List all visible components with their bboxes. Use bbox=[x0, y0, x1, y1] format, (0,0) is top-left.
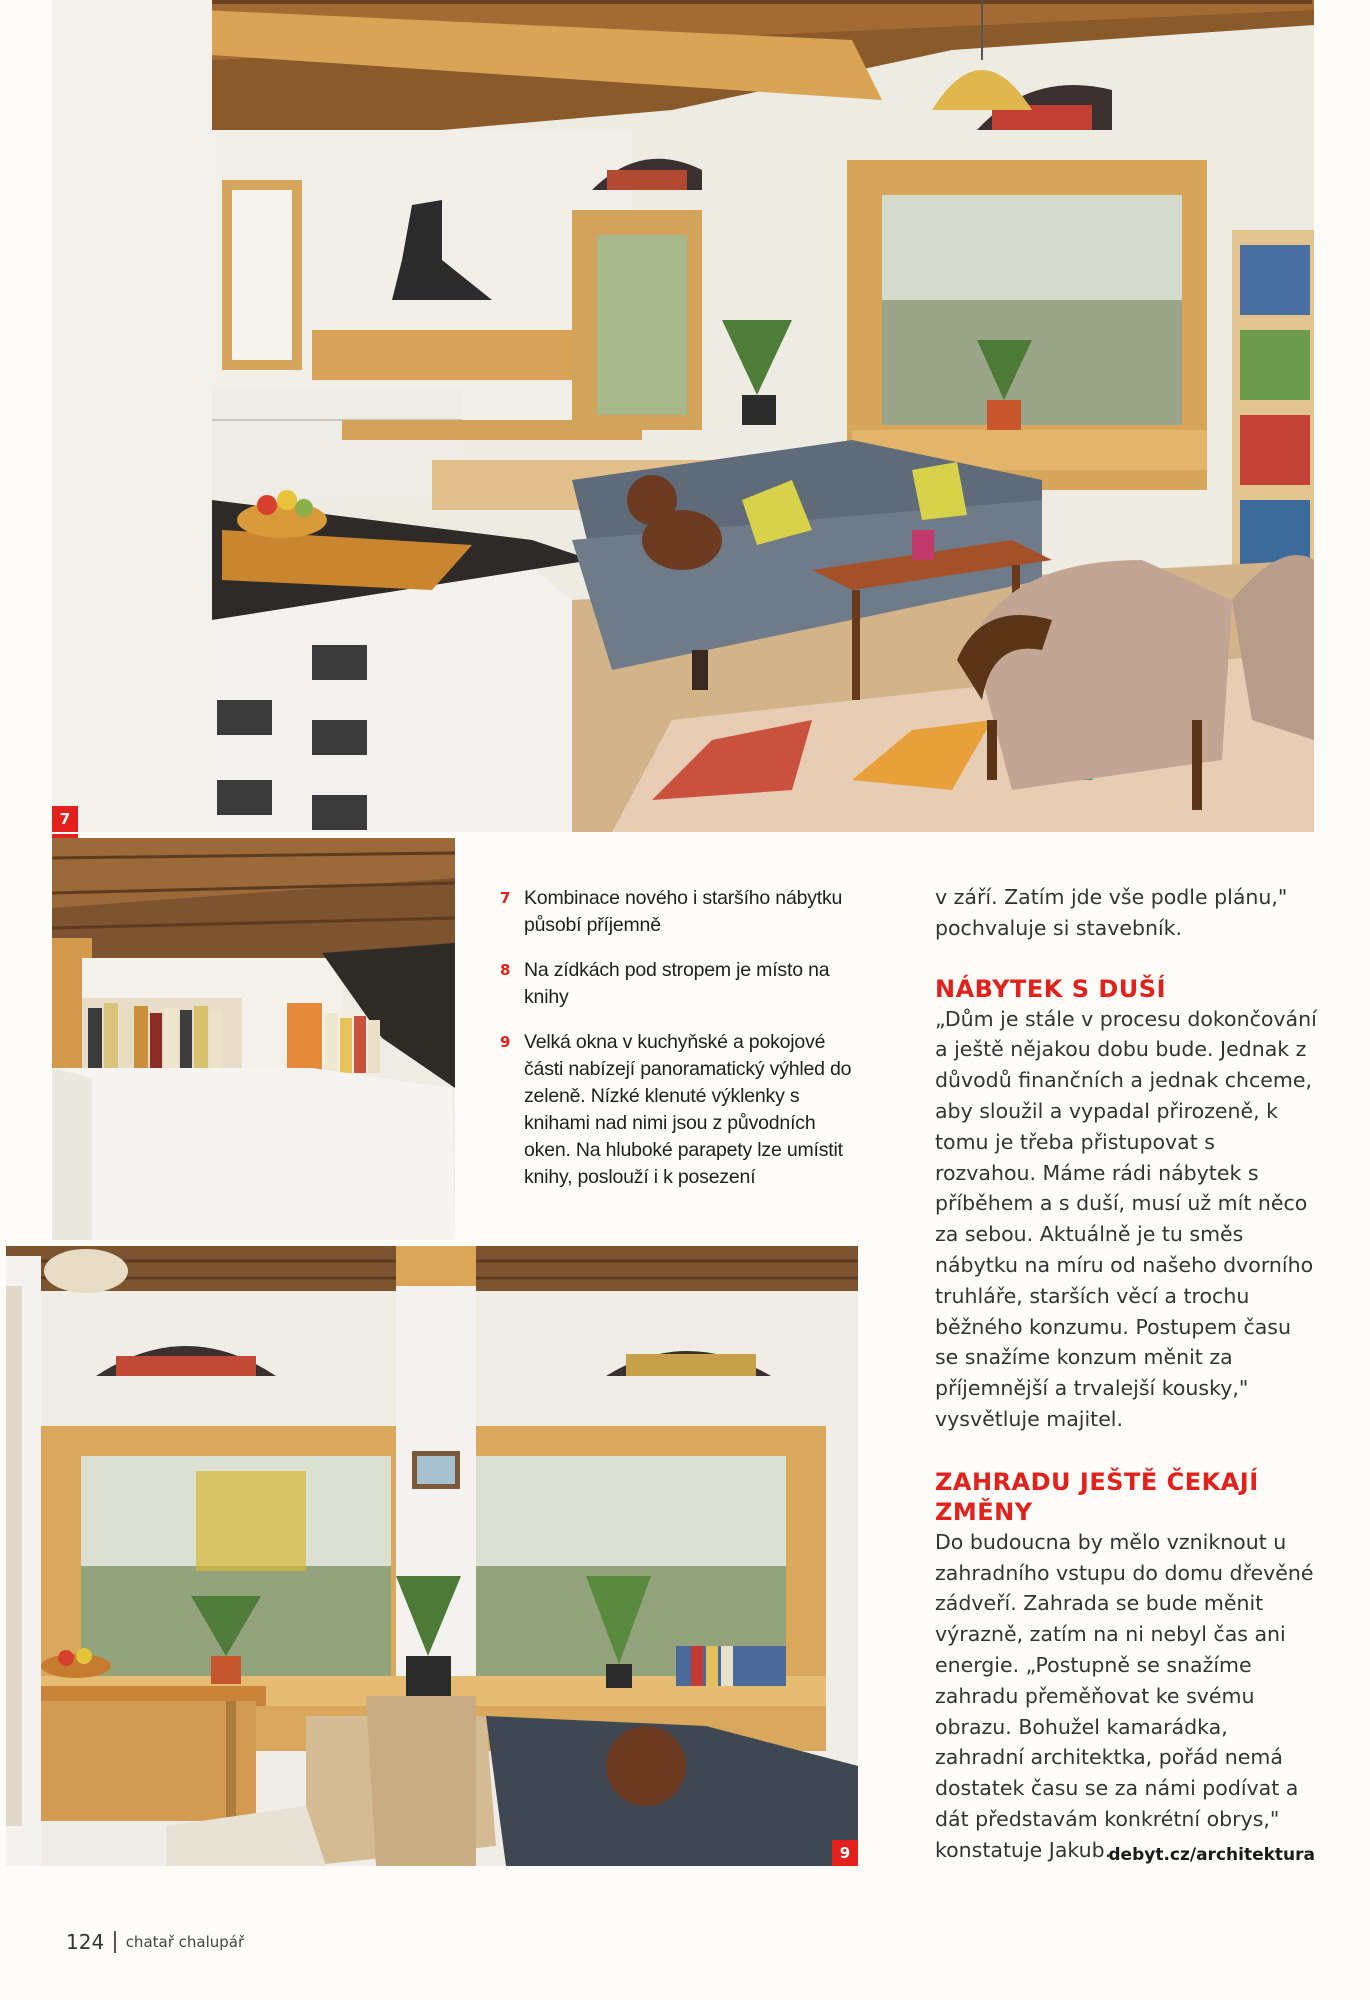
magazine-name: chatař chalupář bbox=[125, 1933, 245, 1951]
caption-text: Velká okna v kuchyňské a pokojové části nabízejí panoramatický výhled do zeleně. Nízké klenuté výklenky s knihami nad nimi jsou z původních oken. Na hluboké parapety lze umístit knihy, poslouží i k posezení bbox=[524, 1031, 852, 1188]
source-link[interactable]: debyt.cz/architektura bbox=[1108, 1845, 1315, 1865]
caption-7 bbox=[500, 885, 860, 939]
caption-number: 7 bbox=[500, 889, 511, 907]
photo-number-9: 9 bbox=[832, 1840, 858, 1866]
photo-window-niches bbox=[6, 1246, 858, 1866]
caption-text: Kombinace nového i staršího nábytku působí příjemně bbox=[524, 887, 843, 936]
body-paragraph: „Dům je stále v procesu dokončování a ještě nějakou dobu bude. Jednak z důvodů finančních a jednak chceme, aby sloužil a vypadal přirozeně, k tomu je třeba přistupovat s rozvahou. Máme rádi nábytek s příběhem a s duší, musí už mít něco za sebou. Aktuálně je tu směs nábytku na míru od našeho dvorního truhláře, starších věcí a trochu běžného konzumu. Postupem času se snažíme konzum měnit za příjemnější a trvalejší kousky," vysvětluje majitel. bbox=[935, 1006, 1317, 1431]
caption-number: 9 bbox=[500, 1033, 511, 1051]
photo-bookshelf-ledge bbox=[52, 838, 455, 1240]
caption-number: 8 bbox=[500, 961, 511, 979]
caption-9 bbox=[500, 1029, 860, 1191]
page-number: 124 bbox=[66, 1930, 105, 1954]
article-column bbox=[935, 882, 1317, 1866]
body-paragraph: Do budoucna by mělo vzniknout u zahradního vstupu do domu dřevěné zádveří. Zahrada se bude měnit výrazně, zatím na ni nebyl čas ani energie. „Postupně se snažíme zahradu přeměňovat ke svému obrazu. Bohužel kamarádka, zahradní architektka, pořád nemá dostatek času se za námi podívat a dát představám konkrétní obrys," konstatuje Jakub. bbox=[935, 1529, 1314, 1862]
caption-text: Na zídkách pod stropem je místo na knihy bbox=[524, 959, 830, 1008]
caption-8 bbox=[500, 957, 860, 1011]
photo-captions bbox=[500, 885, 860, 1209]
photo-number-7: 7 bbox=[52, 806, 78, 832]
section-heading: NÁBYTEK S DUŠÍ bbox=[935, 974, 1167, 1003]
section-heading: ZAHRADU JEŠTĚ ČEKAJÍ ZMĚNY bbox=[935, 1467, 1259, 1526]
footer-divider bbox=[114, 1931, 116, 1953]
photo-living-room bbox=[52, 0, 1314, 832]
page-footer bbox=[66, 1930, 244, 1954]
intro-paragraph: v září. Zatím jde vše podle plánu," pochvaluje si stavebník. bbox=[935, 885, 1288, 940]
